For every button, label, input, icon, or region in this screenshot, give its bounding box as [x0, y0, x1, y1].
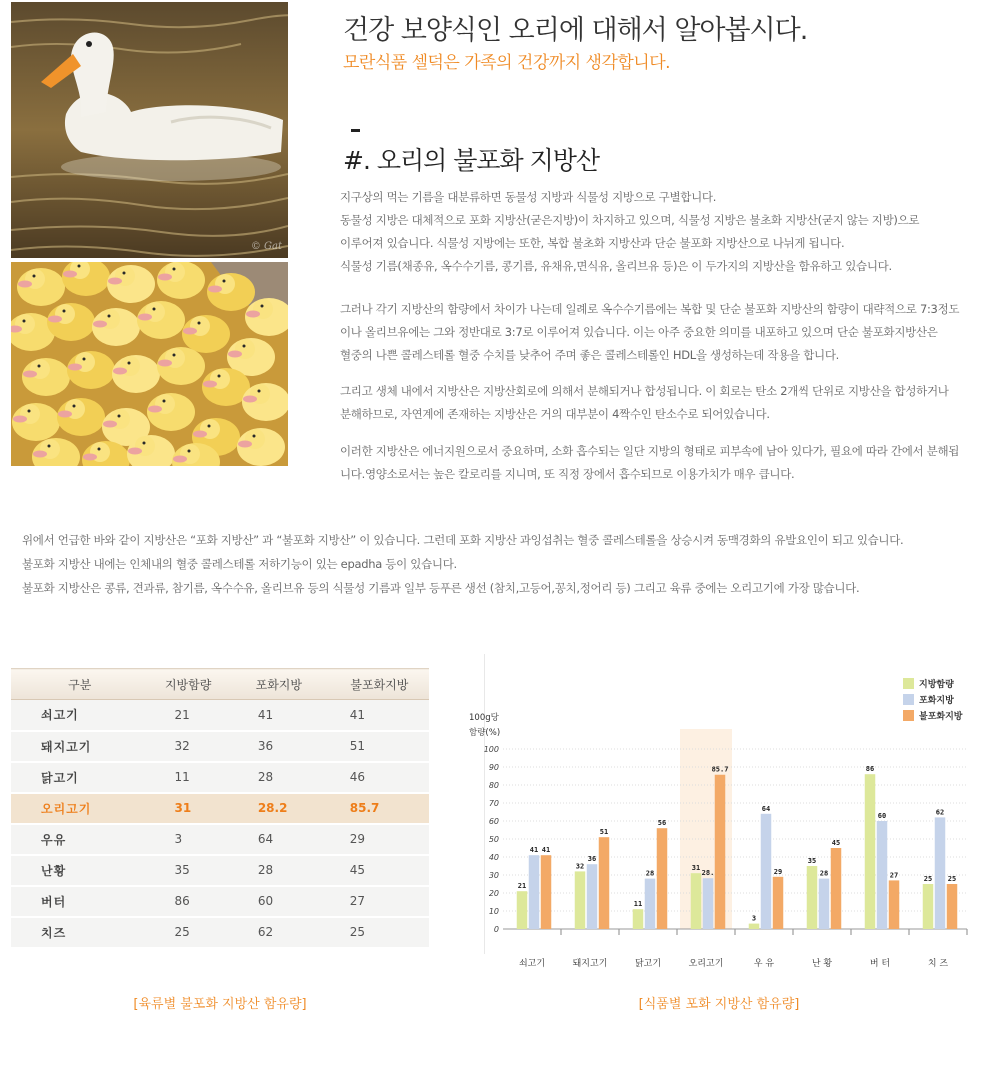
bar-data-label: 21 — [517, 882, 527, 891]
summary-line: 불포화 지방산 내에는 인체내의 혈중 콜레스테롤 저하기능이 있는 epadha 등이 있습니다. — [22, 557, 457, 571]
table-cell-value: 32 — [149, 731, 228, 762]
table-cell-value: 45 — [330, 855, 429, 886]
table-row — [11, 700, 429, 731]
table-cell-value: 85.7 — [330, 793, 429, 824]
bar-data-label: 36 — [587, 855, 597, 864]
table-row — [11, 855, 429, 886]
table-cell-value: 11 — [149, 762, 228, 793]
bar-불포화지방 — [889, 880, 900, 929]
legend-label: 지방함량 — [919, 680, 954, 690]
paragraph-line: 동물성 지방은 대체적으로 포화 지방산(굳은지방)이 차지하고 있으며, 식물성 지방은 불초화 지방산(굳지 않는 지방)으로 — [340, 213, 920, 227]
bar-지방함량 — [575, 871, 586, 929]
paragraph-line: 지구상의 먹는 기름을 대분류하면 동물성 지방과 식물성 지방으로 구별합니다. — [340, 190, 717, 204]
duckling-shape — [182, 315, 230, 353]
bar-포화지방 — [935, 817, 946, 929]
summary-line: 불포화 지방산은 콩류, 견과류, 참기름, 옥수수유, 올리브유 등의 식물성 기름과 일부 등푸른 생선 (참치,고등어,꽁치,정어리 등) 그리고 육류 중에는 오리고기에 가장 많습니다. — [22, 581, 860, 595]
bar-data-label: 29 — [773, 867, 783, 876]
page-subtitle: 모란식품 셀덕은 가족의 건강까지 생각합니다. — [343, 53, 671, 73]
bar-포화지방 — [877, 821, 888, 929]
duckling-shape — [157, 347, 205, 385]
duckling-shape — [157, 262, 205, 299]
table-cell-category: 돼지고기 — [11, 731, 149, 762]
photo-copyright: © Gat — [250, 241, 282, 252]
paragraph-2 — [340, 298, 980, 367]
x-category-label: 우 유 — [753, 959, 775, 969]
y-tick-label: 90 — [488, 763, 499, 772]
bar-data-label: 51 — [599, 828, 609, 837]
bar-포화지방 — [529, 855, 540, 929]
x-category-label: 닭고기 — [634, 959, 662, 969]
chart-caption: [식품별 포화 지방산 함유량] — [638, 997, 800, 1012]
bar-data-label: 31 — [691, 864, 701, 873]
legend-swatch — [903, 710, 914, 721]
legend-swatch — [903, 678, 914, 689]
paragraph-3 — [340, 380, 980, 426]
fat-content-table — [11, 668, 429, 949]
y-tick-label: 70 — [488, 799, 499, 808]
duckling-shape — [12, 403, 60, 441]
table-cell-value: 51 — [330, 731, 429, 762]
bar-지방함량 — [865, 774, 876, 929]
paragraph-line: 그리고 생체 내에서 지방산은 지방산회로에 의해서 분해되거나 합성됩니다. 이 회로는 탄소 2개씩 단위로 지방산을 합성하거나 — [340, 384, 949, 398]
paragraph-line: 니다.영양소로서는 높은 칼로리를 지니며, 또 직정 장에서 흡수되므로 이용가치가 매우 큽니다. — [340, 467, 795, 481]
bar-data-label: 62 — [935, 808, 945, 817]
table-row — [11, 793, 429, 824]
table-header-fat: 지방함량 — [149, 669, 228, 700]
duckling-shape — [137, 301, 185, 339]
table-cell-category: 치즈 — [11, 917, 149, 948]
y-axis-label: 100g당 — [469, 713, 499, 723]
paragraph-line: 식물성 기름(채종유, 옥수수기름, 콩기름, 유채유,면식유, 올리브유 등)은 이 두가지의 지방산을 함유하고 있습니다. — [340, 259, 892, 273]
chart-area — [469, 654, 974, 969]
table-row — [11, 917, 429, 948]
paragraph-line: 이나 올리브유에는 그와 정반대로 3:7로 이루어져 있습니다. 이는 아주 중요한 의미를 내포하고 있으며 단순 불포화지방산은 — [340, 325, 938, 339]
fat-content-bar-chart — [469, 654, 975, 969]
paragraph-line: 분해하므로, 자연계에 존재하는 지방산은 거의 대부분이 4짝수인 탄소수로 되어있습니다. — [340, 407, 770, 421]
duckling-shape — [147, 393, 195, 431]
bar-data-label: 28. — [701, 869, 715, 878]
bar-지방함량 — [807, 866, 818, 929]
bar-data-label: 41 — [541, 846, 551, 855]
table-header-unsaturated: 불포화지방 — [330, 669, 429, 700]
table-row — [11, 886, 429, 917]
x-category-label: 난 황 — [811, 959, 833, 969]
bar-data-label: 41 — [529, 846, 539, 855]
bar-불포화지방 — [715, 775, 726, 929]
table-cell-value: 28 — [228, 762, 330, 793]
table-cell-value: 25 — [149, 917, 228, 948]
table-caption: [육류별 불포화 지방산 함유량] — [133, 997, 307, 1012]
bar-data-label: 64 — [761, 804, 771, 813]
table-cell-value: 28 — [228, 855, 330, 886]
duckling-shape — [207, 273, 255, 311]
legend-label: 포화지방 — [919, 696, 954, 706]
duckling-shape — [242, 383, 288, 421]
y-tick-label: 40 — [488, 853, 499, 862]
y-tick-label: 0 — [493, 925, 499, 934]
x-category-label: 버 터 — [869, 959, 891, 969]
table-cell-value: 21 — [149, 700, 228, 731]
paragraph-line: 그러나 각기 지방산의 함량에서 차이가 나는데 일례로 옥수수기름에는 복합 및 단순 불포화 지방산의 함량이 대략적으로 7:3정도 — [340, 302, 960, 316]
table-cell-category: 오리고기 — [11, 793, 149, 824]
y-tick-label: 30 — [488, 871, 499, 880]
section-title: #. 오리의 불포화 지방산 — [343, 146, 600, 175]
table-cell-value: 62 — [228, 917, 330, 948]
table-cell-value: 41 — [330, 700, 429, 731]
table-row — [11, 762, 429, 793]
bar-data-label: 86 — [865, 765, 875, 774]
bar-지방함량 — [749, 924, 760, 929]
paragraph-line: 이루어져 있습니다. 식물성 지방에는 또한, 복합 불초화 지방산과 단순 불포화 지방산으로 나뉘게 됩니다. — [340, 236, 845, 250]
duckling-shape — [47, 303, 95, 341]
paragraph-line: 혈중의 나쁜 콜레스테롤 혈중 수치를 낮추어 주며 좋은 콜레스테롤인 HDL을 생성하는데 작용을 합니다. — [340, 348, 839, 362]
bar-data-label: 60 — [877, 812, 887, 820]
paragraph-line: 이러한 지방산은 에너지원으로서 중요하며, 소화 흡수되는 일단 지방의 형태로 피부속에 남아 있다가, 필요에 따라 간에서 분해됩 — [340, 444, 960, 458]
bar-data-label: 11 — [633, 900, 643, 909]
table-cell-value: 41 — [228, 700, 330, 731]
table-cell-category: 쇠고기 — [11, 700, 149, 731]
table-cell-value: 31 — [149, 793, 228, 824]
bar-data-label: 45 — [831, 839, 841, 847]
bar-포화지방 — [587, 864, 598, 929]
bar-포화지방 — [703, 878, 714, 929]
y-tick-label: 100 — [483, 745, 499, 754]
paragraph-4 — [340, 440, 980, 486]
table-cell-value: 86 — [149, 886, 228, 917]
table-cell-value: 27 — [330, 886, 429, 917]
table-cell-value: 28.2 — [228, 793, 330, 824]
x-category-label: 치 즈 — [927, 959, 949, 969]
table-cell-value: 60 — [228, 886, 330, 917]
table-cell-value: 46 — [330, 762, 429, 793]
table-cell-category: 버터 — [11, 886, 149, 917]
x-category-label: 오리고기 — [688, 959, 724, 969]
duckling-shape — [237, 428, 285, 466]
bar-지방함량 — [691, 873, 702, 929]
bar-포화지방 — [761, 814, 772, 929]
duckling-shape — [107, 265, 155, 303]
table-cell-category: 닭고기 — [11, 762, 149, 793]
x-category-label: 쇠고기 — [518, 959, 546, 969]
duckling-shape — [17, 268, 65, 306]
page-title: 건강 보양식인 오리에 대해서 알아봅시다. — [343, 15, 808, 46]
bar-data-label: 85.7 — [711, 765, 729, 774]
bar-지방함량 — [633, 909, 644, 929]
bar-data-label: 27 — [889, 871, 899, 880]
section-dash-decoration — [351, 129, 360, 132]
bar-불포화지방 — [541, 855, 552, 929]
bar-data-label: 35 — [807, 857, 817, 865]
summary-text — [22, 528, 903, 600]
table-cell-value: 29 — [330, 824, 429, 855]
legend-label: 불포화지방 — [919, 712, 963, 722]
y-tick-label: 20 — [488, 889, 499, 898]
table-row — [11, 824, 429, 855]
bar-data-label: 28 — [819, 869, 829, 878]
table-row — [11, 731, 429, 762]
table-cell-value: 64 — [228, 824, 330, 855]
duckling-shape — [67, 351, 115, 389]
y-tick-label: 80 — [488, 781, 499, 790]
table-cell-value: 3 — [149, 824, 228, 855]
bar-포화지방 — [645, 879, 656, 929]
bar-data-label: 28 — [645, 869, 655, 878]
bar-불포화지방 — [773, 877, 784, 929]
summary-line: 위에서 언급한 바와 같이 지방산은 “포화 지방산” 과 “불포화 지방산” 이 있습니다. 그런데 포화 지방산 과잉섭취는 혈중 콜레스테롤을 상승시켜 동맥경화의 유발요인이 되고 있습니다. — [22, 533, 904, 547]
bar-지방함량 — [517, 891, 528, 929]
bar-불포화지방 — [599, 837, 610, 929]
x-category-label: 돼지고기 — [572, 959, 608, 969]
table-cell-value: 25 — [330, 917, 429, 948]
bar-불포화지방 — [947, 884, 958, 929]
bar-불포화지방 — [831, 848, 842, 929]
duckling-shape — [22, 358, 70, 396]
y-tick-label: 60 — [488, 817, 499, 826]
legend-swatch — [903, 694, 914, 705]
y-tick-label: 10 — [488, 907, 499, 916]
table-header-category: 구분 — [11, 669, 149, 700]
table-header-row — [11, 669, 429, 700]
ducklings-photo — [11, 262, 288, 466]
bar-포화지방 — [819, 879, 830, 929]
duckling-shape — [112, 355, 160, 393]
bar-data-label: 25 — [947, 875, 957, 883]
table-cell-value: 36 — [228, 731, 330, 762]
bar-지방함량 — [923, 884, 934, 929]
table-cell-category: 난황 — [11, 855, 149, 886]
duckling-shape — [57, 398, 105, 436]
bar-data-label: 32 — [575, 862, 585, 871]
bar-data-label: 3 — [751, 914, 757, 923]
duckling-shape — [92, 308, 140, 346]
table-header-saturated: 포화지방 — [228, 669, 330, 700]
bar-data-label: 25 — [923, 875, 933, 883]
y-axis-label: 함량(%) — [469, 728, 501, 738]
table-cell-value: 35 — [149, 855, 228, 886]
y-tick-label: 50 — [488, 835, 499, 844]
bar-불포화지방 — [657, 828, 668, 929]
table-cell-category: 우유 — [11, 824, 149, 855]
paragraph-1 — [340, 186, 980, 278]
white-duck-photo — [11, 2, 288, 258]
bar-data-label: 56 — [657, 819, 667, 828]
